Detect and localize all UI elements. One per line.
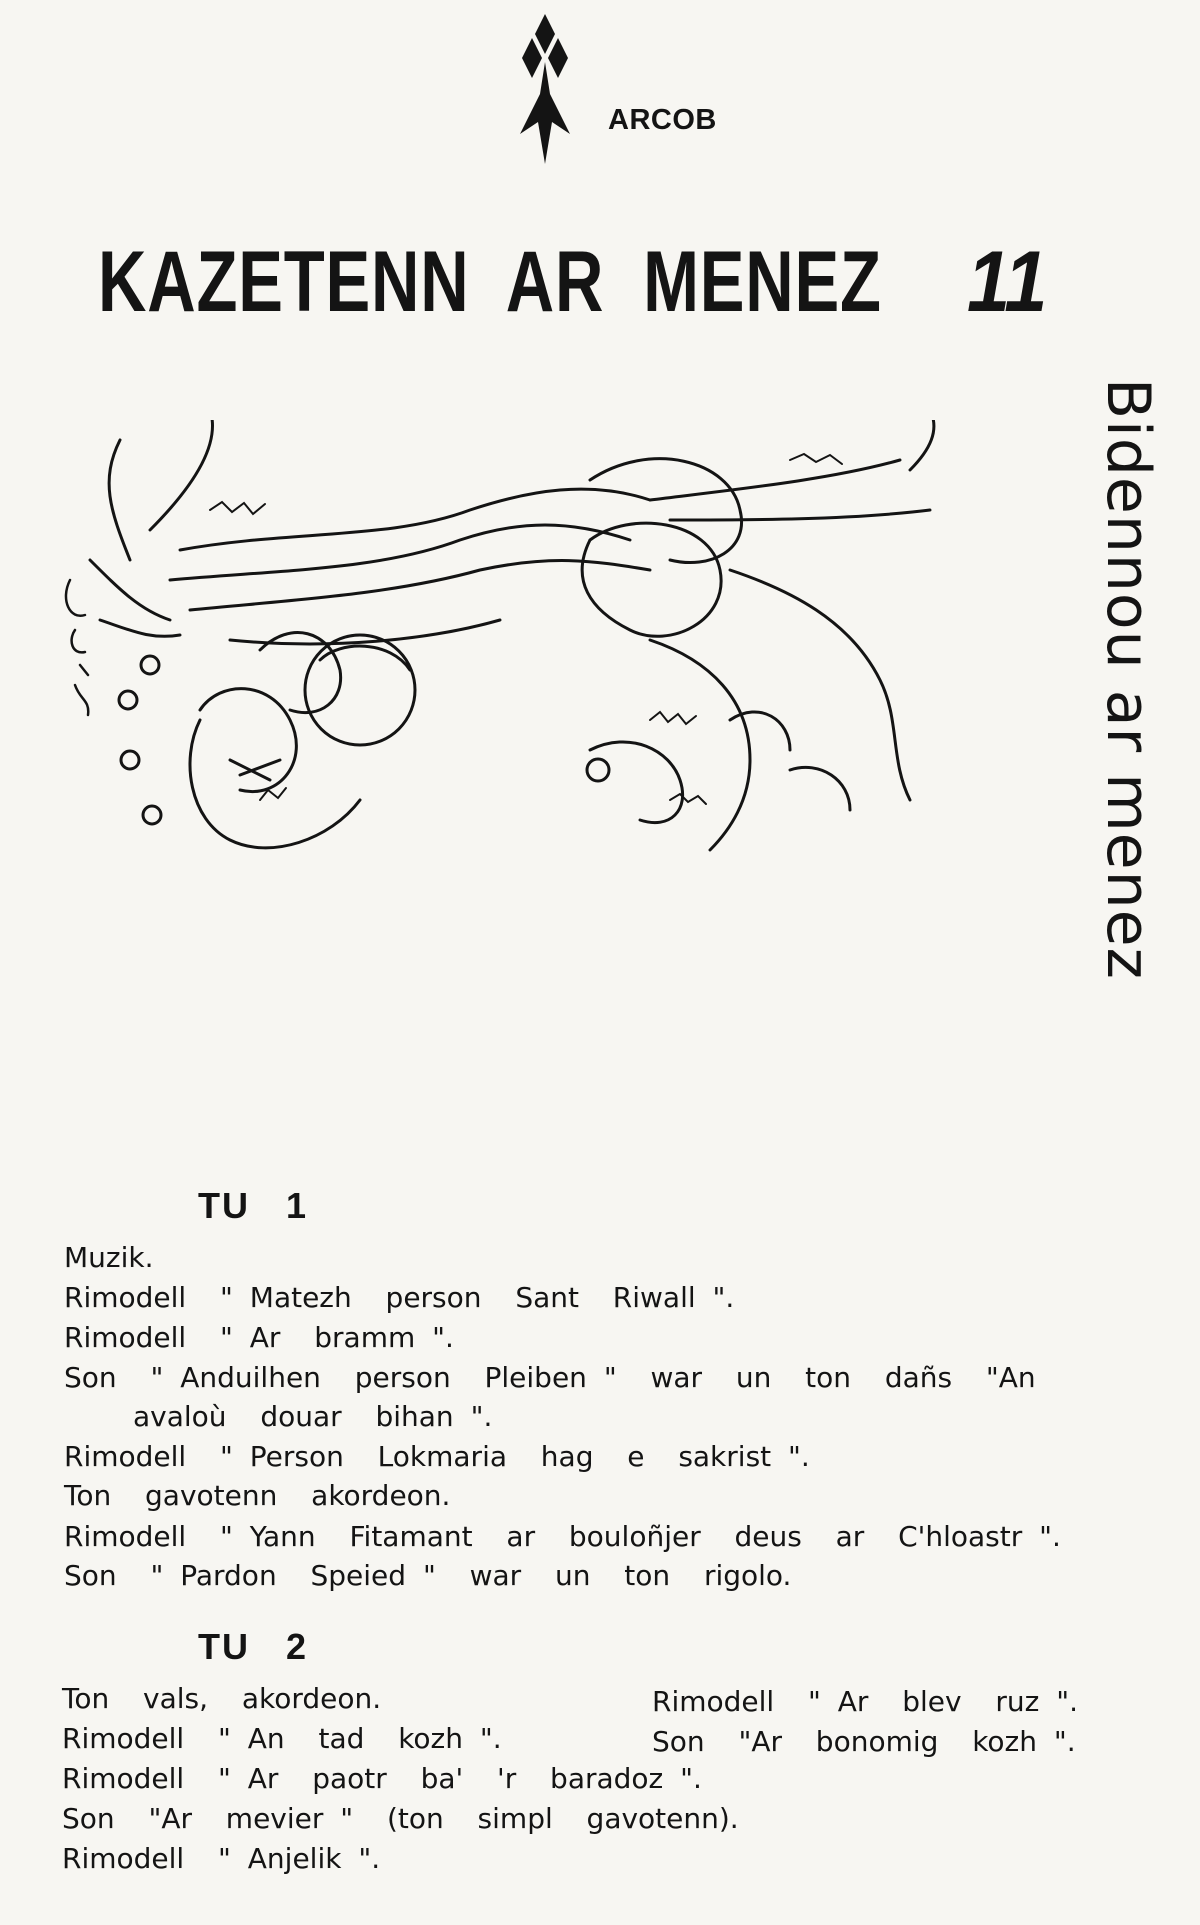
side-1-track: Son " Pardon Speied " war un ton rigolo. — [64, 1559, 792, 1592]
ermine-icon — [510, 14, 580, 164]
side-1-title: TU 1 — [198, 1185, 309, 1226]
side-2-track: Rimodell " An tad kozh ". — [62, 1722, 502, 1755]
side-2-track: Son "Ar bonomig kozh ". — [652, 1725, 1076, 1758]
side-1-track-continued: avaloù douar bihan ". — [133, 1400, 493, 1433]
side-1-track: Muzik. — [64, 1241, 154, 1274]
vertical-title-container — [1088, 378, 1168, 1118]
ink-illustration — [30, 420, 1040, 1060]
side-2-track: Son "Ar mevier " (ton simpl gavotenn). — [62, 1802, 739, 1835]
side-1-track: Son " Anduilhen person Pleiben " war un ton dañs "An — [64, 1361, 1036, 1394]
vertical-title: Bidennou ar menez — [1093, 378, 1163, 980]
side-2-track: Rimodell " Anjelik ". — [62, 1842, 381, 1875]
side-2-title: TU 2 — [198, 1626, 309, 1667]
side-1-track: Rimodell " Ar bramm ". — [64, 1321, 454, 1354]
page-title: KAZETENN AR MENEZ — [98, 234, 882, 330]
volume-number: 11 — [967, 234, 1048, 330]
side-1-track: Rimodell " Yann Fitamant ar bouloñjer deus ar C'hloastr ". — [64, 1520, 1061, 1553]
side-1-track: Ton gavotenn akordeon. — [64, 1479, 451, 1512]
side-1-track: Rimodell " Matezh person Sant Riwall ". — [64, 1281, 735, 1314]
side-2-track: Ton vals, akordeon. — [62, 1682, 382, 1715]
publisher-logo-text: ARCOB — [608, 104, 717, 136]
side-1-track: Rimodell " Person Lokmaria hag e sakrist ". — [64, 1440, 810, 1473]
side-2-track: Rimodell " Ar blev ruz ". — [652, 1685, 1079, 1718]
side-2-track: Rimodell " Ar paotr ba' 'r baradoz ". — [62, 1762, 702, 1795]
